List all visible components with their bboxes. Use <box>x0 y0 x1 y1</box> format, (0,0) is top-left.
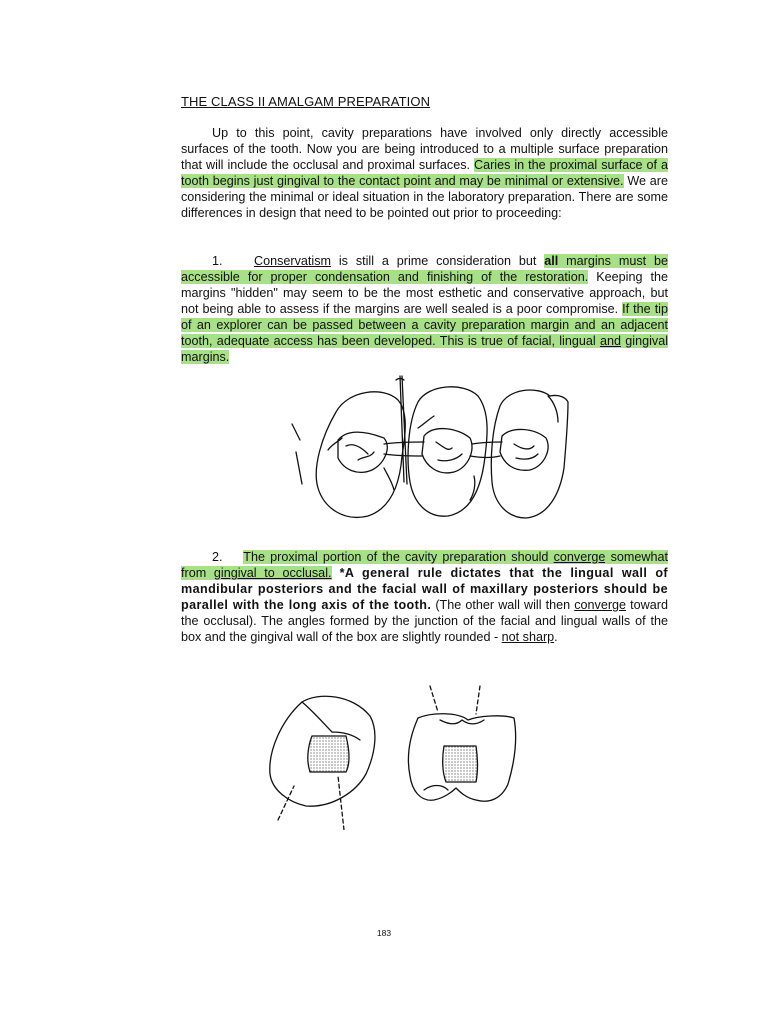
intro-text-end: We are considering the minimal or ideal situation in the laboratory preparation. There are some differences in design that need to be pointed out prior to proceeding: <box>181 174 668 220</box>
general-rule-bold: *A general rule dictates that the lingual wall of mandibular posteriors and the facial wall of maxillary posteriors should be parallel with the long axis of the tooth. <box>181 566 669 612</box>
point-1-paragraph <box>181 253 668 365</box>
period: . <box>554 630 558 644</box>
intro-text: Up to this point, cavity preparations have involved only directly accessible surfaces of the tooth. Now you are being introduced to a multiple surface preparation that will include the occlusal and proximal surfaces. <box>181 126 668 172</box>
point-1-text-2: Keeping the margins "hidden" may seem to be the most esthetic and conservative approach, but not being able to assess if the margins are well sealed is a poor compromise. <box>181 270 668 316</box>
proximal-box-figure <box>262 680 532 830</box>
point-2-number: 2. <box>212 550 223 564</box>
intro-paragraph <box>181 125 668 221</box>
page-number: 183 <box>376 928 392 938</box>
point-2-text: (The other wall will then <box>431 598 575 612</box>
page-title: THE CLASS II AMALGAM PREPARATION <box>181 94 431 109</box>
highlight-explorer: If the tip of an explorer can be passed between a cavity preparation margin and an adjacent tooth, adequate access has been developed. This is true of facial, lingual <box>181 302 668 348</box>
gingival-to-occlusal-underlined: gingival to occlusal. <box>213 566 332 580</box>
teeth-occlusal-figure <box>288 372 578 524</box>
highlight-proximal: The proximal portion of the cavity preparation should <box>243 550 554 564</box>
point-1-text: is still a prime consideration but <box>330 254 545 268</box>
all-bold: all <box>544 254 559 268</box>
conservatism-term: Conservatism <box>254 254 331 268</box>
converge-underlined: converge <box>553 550 606 564</box>
highlight-margins: margins must be accessible for proper condensation and finishing of the restoration. <box>181 254 668 284</box>
highlight-caries: Caries in the proximal surface of a tooth begins just gingival to the contact point and may be minimal or extensive. <box>181 158 668 188</box>
and-underlined: and <box>599 334 621 348</box>
point-2-text-2: toward the occlusal). The angles formed by the junction of the facial and lingual walls of the box and the gingival wall of the box are slightly rounded - <box>181 598 668 644</box>
highlight-somewhat: somewhat from <box>181 550 668 580</box>
not-sharp-underlined: not sharp <box>501 630 555 644</box>
point-1-number: 1. <box>212 254 223 268</box>
converge-2-underlined: converge <box>574 598 627 612</box>
highlight-explorer-end: gingival margins. <box>181 334 668 364</box>
point-2-paragraph <box>181 549 668 645</box>
